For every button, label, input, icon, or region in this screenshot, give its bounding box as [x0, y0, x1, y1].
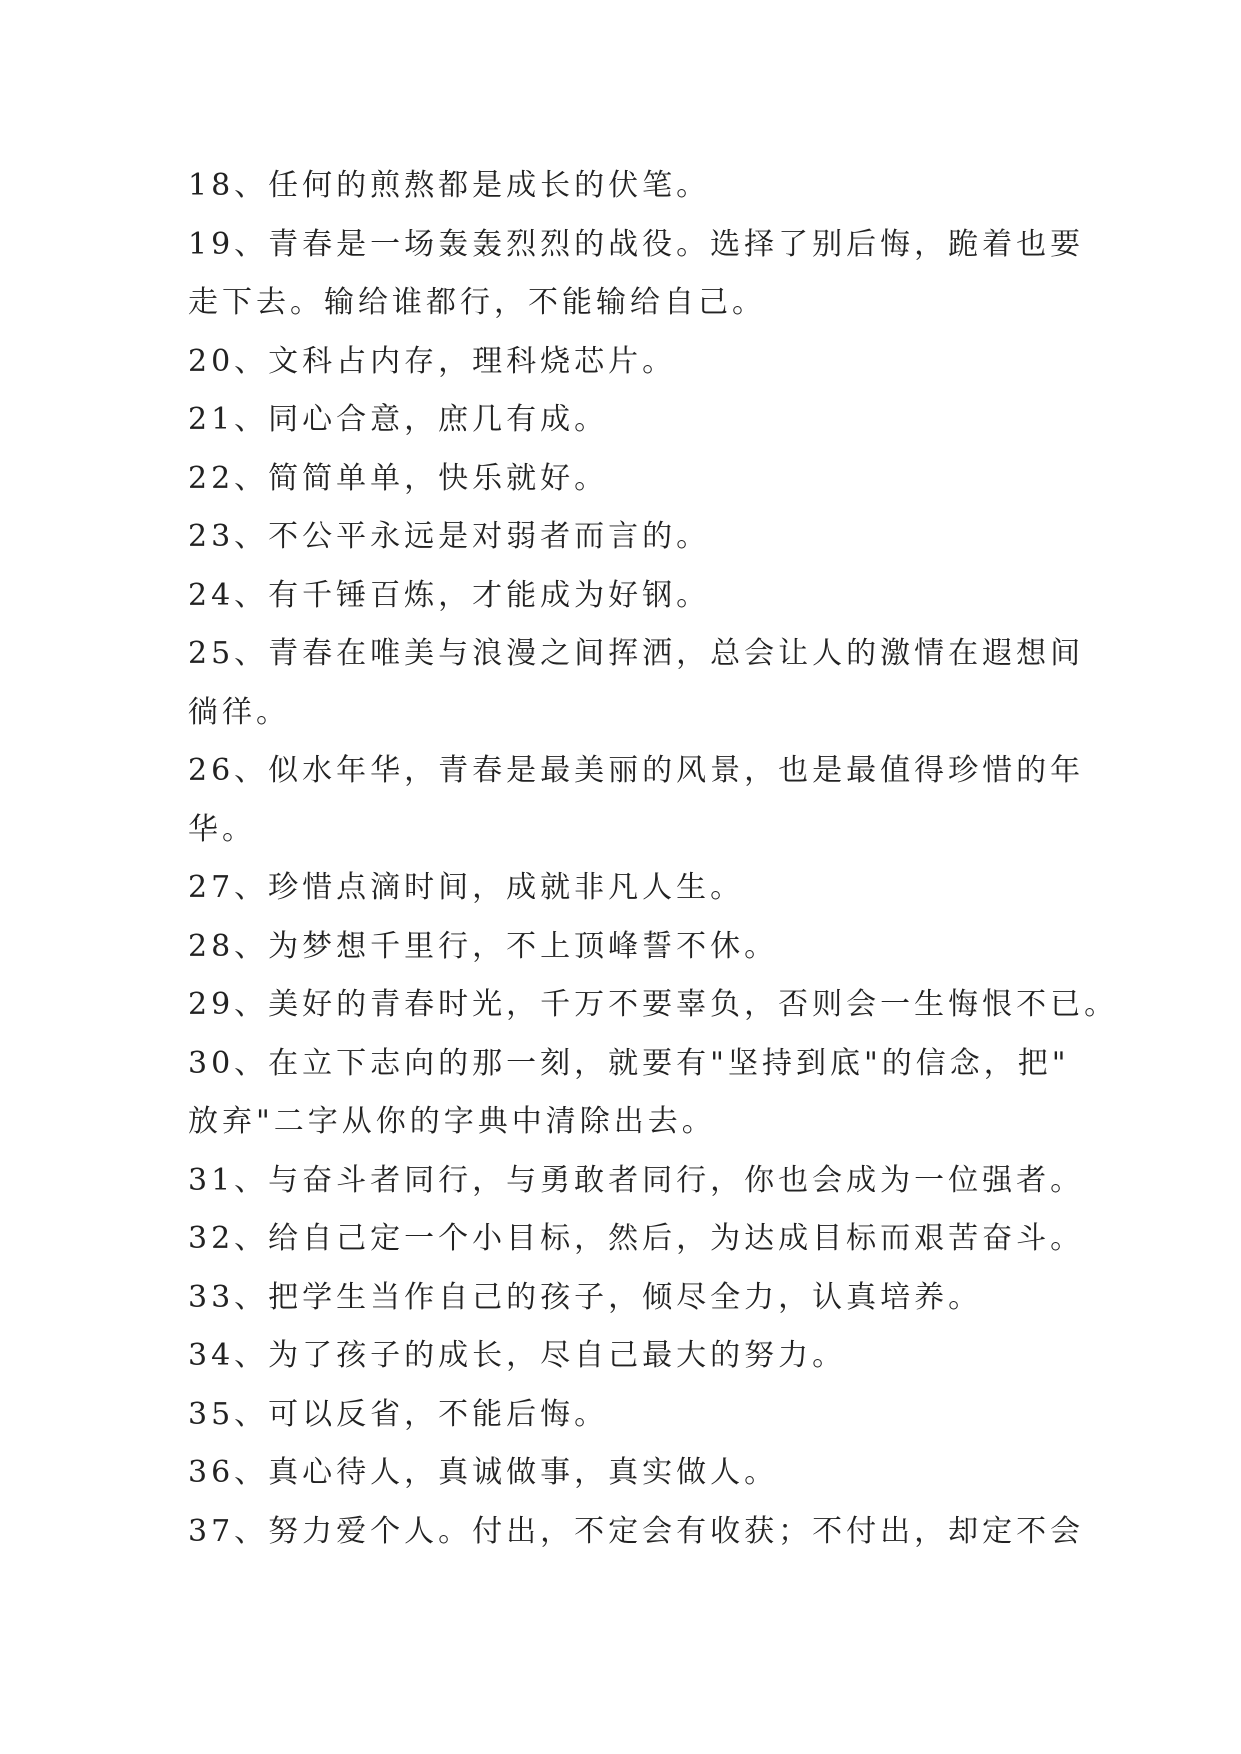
document-body — [188, 157, 1119, 1561]
text-line-26a: 26、似水年华，青春是最美丽的风景，也是最值得珍惜的年 — [188, 753, 1085, 788]
text-line-35: 35、可以反省，不能后悔。 — [188, 1396, 609, 1432]
text-line-37: 37、努力爱个人。付出，不定会有收获；不付出，却定不会 — [188, 1513, 1085, 1549]
text-line-18: 18、任何的煎熬都是成长的伏笔。 — [188, 168, 711, 203]
text-line-30a: 30、在立下志向的那一刻，就要有"坚持到底"的信念，把" — [188, 1045, 1070, 1081]
text-line-34: 34、为了孩子的成长，尽自己最大的努力。 — [188, 1338, 847, 1373]
text-line-21: 21、同心合意，庶几有成。 — [188, 402, 609, 437]
text-line-32: 32、给自己定一个小目标，然后，为达成目标而艰苦奋斗。 — [188, 1221, 1085, 1256]
text-line-25b: 徜徉。 — [188, 694, 290, 730]
text-line-33: 33、把学生当作自己的孩子，倾尽全力，认真培养。 — [188, 1279, 983, 1315]
text-line-19b: 走下去。输给谁都行，不能输给自己。 — [188, 285, 766, 320]
text-line-27: 27、珍惜点滴时间，成就非凡人生。 — [188, 870, 745, 905]
text-line-26b: 华。 — [188, 811, 256, 847]
text-line-29: 29、美好的青春时光，千万不要辜负，否则会一生悔恨不已。 — [188, 987, 1119, 1022]
text-line-36: 36、真心待人，真诚做事，真实做人。 — [188, 1455, 779, 1490]
text-line-25a: 25、青春在唯美与浪漫之间挥洒，总会让人的激情在遐想间 — [188, 636, 1085, 671]
text-line-31: 31、与奋斗者同行，与勇敢者同行，你也会成为一位强者。 — [188, 1162, 1085, 1198]
text-line-28: 28、为梦想千里行，不上顶峰誓不休。 — [188, 928, 779, 964]
text-line-23: 23、不公平永远是对弱者而言的。 — [188, 519, 711, 554]
text-line-20: 20、文科占内存，理科烧芯片。 — [188, 343, 677, 379]
text-line-24: 24、有千锤百炼，才能成为好钢。 — [188, 577, 711, 613]
text-line-19a: 19、青春是一场轰轰烈烈的战役。选择了别后悔，跪着也要 — [188, 226, 1085, 262]
text-line-30b: 放弃"二字从你的字典中清除出去。 — [188, 1104, 716, 1139]
text-line-22: 22、简简单单，快乐就好。 — [188, 460, 609, 496]
